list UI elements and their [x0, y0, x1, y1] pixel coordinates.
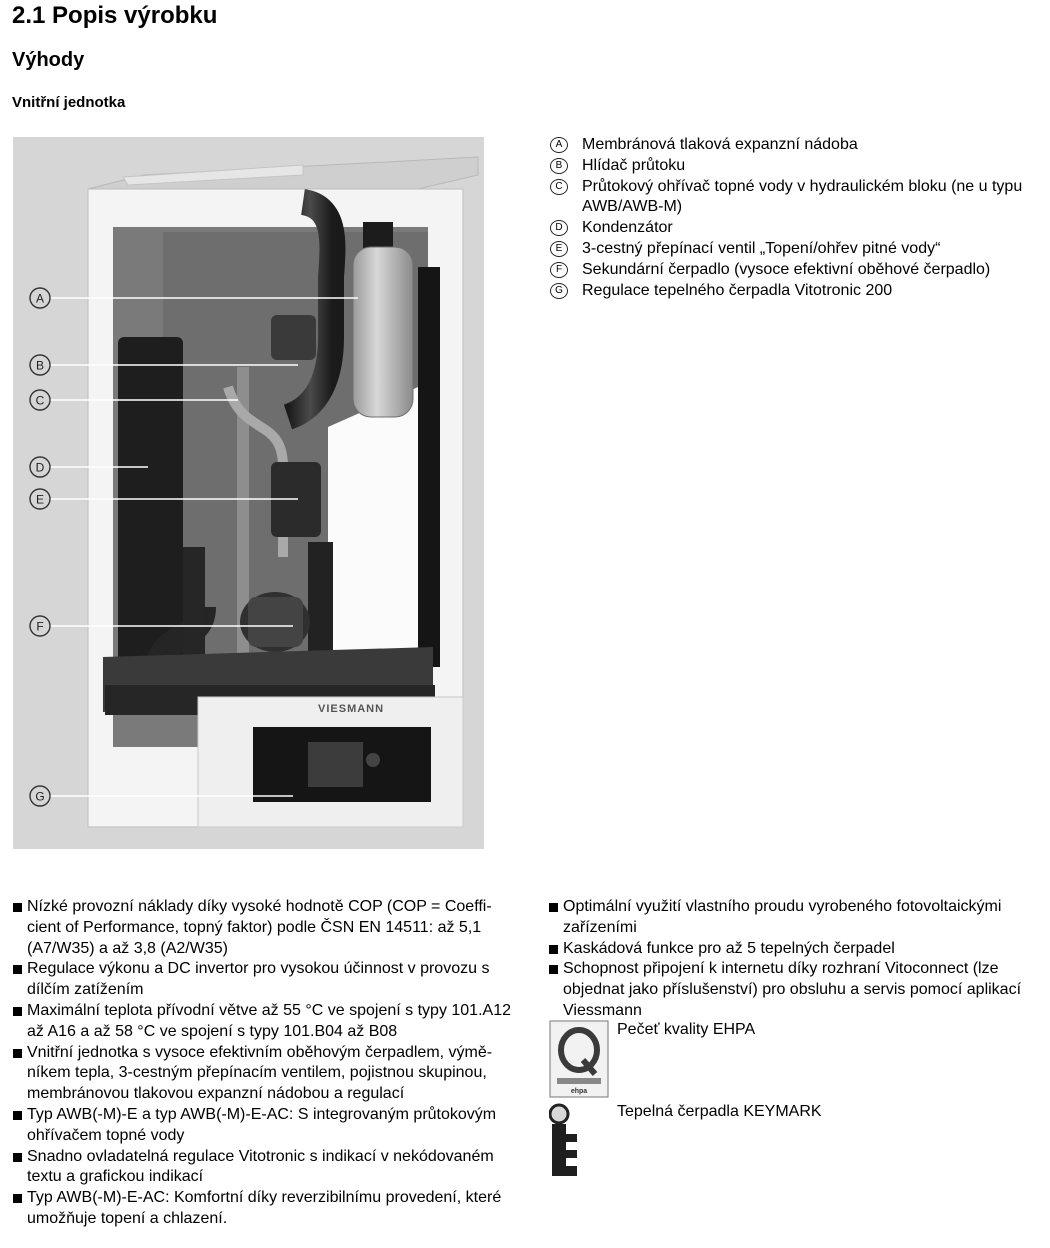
callout-label: F [36, 619, 44, 634]
legend-item [550, 260, 1045, 281]
legend-text: Sekundární čerpadlo (vysoce efektivní oběhové čerpadlo) [582, 260, 991, 278]
legend-item [550, 239, 1045, 260]
advantage-item: Schopnost připojení k internetu díky rozhraní Vitoconnect (lze objednat jako příslušenství) pro obsluhu a servis pomocí aplikací Viessmann [549, 959, 1044, 1021]
advantage-item: Typ AWB(-M)-E a typ AWB(-M)-E-AC: S integrovaným průtokovým ohřívačem topné vody [13, 1105, 523, 1147]
indoor-unit-figure [13, 137, 484, 849]
legend-marker: E [550, 241, 568, 257]
expansion-tank [353, 247, 413, 417]
advantage-item: Nízké provozní náklady díky vysoké hodnotě COP (COP = Coeffi-cient of Performance, topný faktor) podle ČSN EN 14511: až 5,1 (A7/W35) a až 3,8 (A2/W35) [13, 897, 523, 959]
pipe-column-left [183, 547, 205, 657]
page-title: 2.1 Popis výrobku [12, 2, 218, 29]
advantage-item: Snadno ovladatelná regulace Vitotronic s indikací v nekódovaném textu a grafickou indikací [13, 1147, 523, 1189]
legend-text: Kondenzátor [582, 219, 673, 237]
callout-label: E [35, 492, 45, 507]
legend-marker: F [550, 262, 568, 278]
legend-marker: G [550, 283, 568, 299]
advantage-item: Maximální teplota přívodní větve až 55 °C ve spojení s typy 101.A12 až A16 a až 58 °C ve spojení s typy 101.B04 až B08 [13, 1001, 523, 1043]
ehpa-quality-seal-icon [549, 1020, 609, 1098]
control-knob [366, 753, 380, 767]
legend-text: Membránová tlaková expanzní nádoba [582, 136, 858, 153]
legend-text: Průtokový ohřívač topné vody v hydraulickém bloku (ne u typu AWB/AWB-M) [582, 177, 1023, 216]
advantages-list-left [13, 897, 523, 1230]
legend-item [550, 281, 1045, 302]
ehpa-certificate [549, 1020, 755, 1098]
callout-label: D [35, 460, 45, 475]
legend-marker: B [550, 158, 568, 174]
pipe-column [308, 542, 333, 662]
callout-label: C [35, 393, 45, 408]
legend-item [550, 177, 1045, 219]
advantage-item: Vnitřní jednotka s vysoce efektivním oběhovým čerpadlem, výmě-níkem tepla, 3-cestným přepínacím ventilem, pojistnou skupinou, membránovou tlakovou expanzní nádobou a regulací [13, 1043, 523, 1105]
pump-head [248, 597, 303, 647]
callout-label: G [35, 789, 45, 804]
legend-item [550, 218, 1045, 239]
keymark-certificate [549, 1102, 822, 1184]
callout-label: B [35, 358, 45, 373]
flow-switch [271, 315, 316, 360]
legend-item [550, 135, 1045, 156]
advantages-list-right [549, 897, 1044, 1022]
control-display [308, 742, 363, 787]
legend-list [550, 135, 1045, 301]
keymark-label: Tepelná čerpadla KEYMARK [617, 1103, 822, 1120]
legend-item [550, 156, 1045, 177]
ehpa-label: Pečeť kvality EHPA [617, 1021, 756, 1038]
cabinet-right-rail [418, 267, 440, 667]
legend-marker: A [550, 137, 568, 153]
legend-marker: C [550, 179, 568, 195]
svg-text:ehpa: ehpa [570, 1088, 588, 1095]
cabinet-side-wall [328, 387, 418, 672]
brand-logo: VIESMANN [318, 703, 385, 715]
advantage-item: Optimální využití vlastního proudu vyrobeného fotovoltaickými zařízeními [549, 897, 1044, 939]
legend-text: Regulace tepelného čerpadla Vitotronic 200 [582, 281, 893, 299]
legend-marker: D [550, 220, 568, 236]
callout-label: A [35, 291, 45, 306]
advantage-item: Regulace výkonu a DC invertor pro vysokou účinnost v provozu s dílčím zatížením [13, 959, 523, 1001]
indoor-unit-heading: Vnitřní jednotka [12, 94, 126, 111]
keymark-icon [549, 1102, 609, 1184]
advantages-heading: Výhody [12, 49, 85, 71]
legend-text: Hlídač průtoku [582, 156, 686, 174]
advantage-item: Typ AWB(-M)-E-AC: Komfortní díky reverzibilnímu provedení, které umožňuje topení a chlazení. [13, 1188, 523, 1230]
legend-text: 3-cestný přepínací ventil „Topení/ohřev pitné vody“ [582, 239, 941, 257]
advantage-item: Kaskádová funkce pro až 5 tepelných čerpadel [549, 939, 1044, 960]
